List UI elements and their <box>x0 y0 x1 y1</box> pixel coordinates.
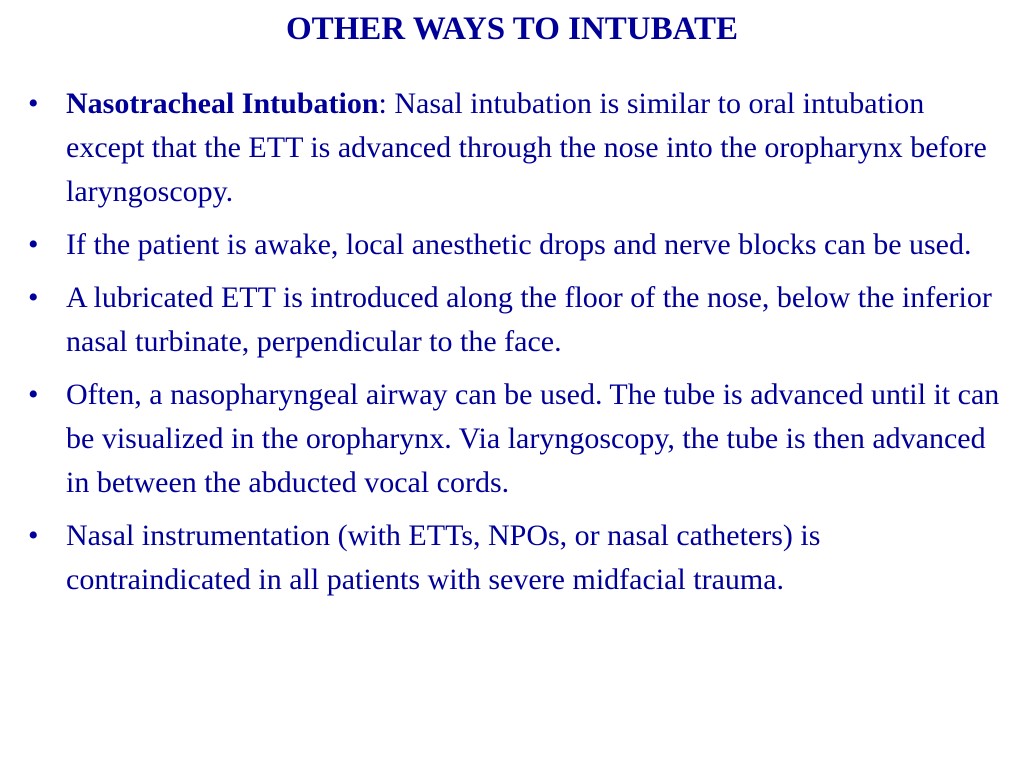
bullet-item <box>0 373 1010 505</box>
bullet-item <box>0 276 1010 364</box>
bullet-text: Nasal instrumentation (with ETTs, NPOs, or nasal catheters) is contraindicated in all patients with severe midfacial trauma. <box>66 519 821 596</box>
bullet-text: : Nasal intubation is similar to oral intubation except that the ETT is advanced through the nose into the oropharynx before laryngoscopy. <box>66 87 987 208</box>
bullet-dot-icon: • <box>28 378 39 411</box>
bullet-dot-icon: • <box>28 228 39 261</box>
bullet-item <box>0 82 1010 214</box>
bullet-item <box>0 514 1010 602</box>
bullet-text: Often, a nasopharyngeal airway can be used. The tube is advanced until it can be visualized in the oropharynx. Via laryngoscopy, the tube is then advanced in between the abducted vocal cords. <box>66 378 1000 499</box>
bullet-term: Nasotracheal Intubation <box>66 87 379 120</box>
bullet-text: A lubricated ETT is introduced along the floor of the nose, below the inferior nasal turbinate, perpendicular to the face. <box>66 281 992 358</box>
bullet-list <box>0 82 1010 611</box>
slide-title: OTHER WAYS TO INTUBATE <box>285 11 739 47</box>
bullet-dot-icon: • <box>28 281 39 314</box>
bullet-text: If the patient is awake, local anesthetic drops and nerve blocks can be used. <box>66 228 972 261</box>
bullet-dot-icon: • <box>28 87 39 120</box>
bullet-item <box>0 223 1010 267</box>
bullet-dot-icon: • <box>28 519 39 552</box>
